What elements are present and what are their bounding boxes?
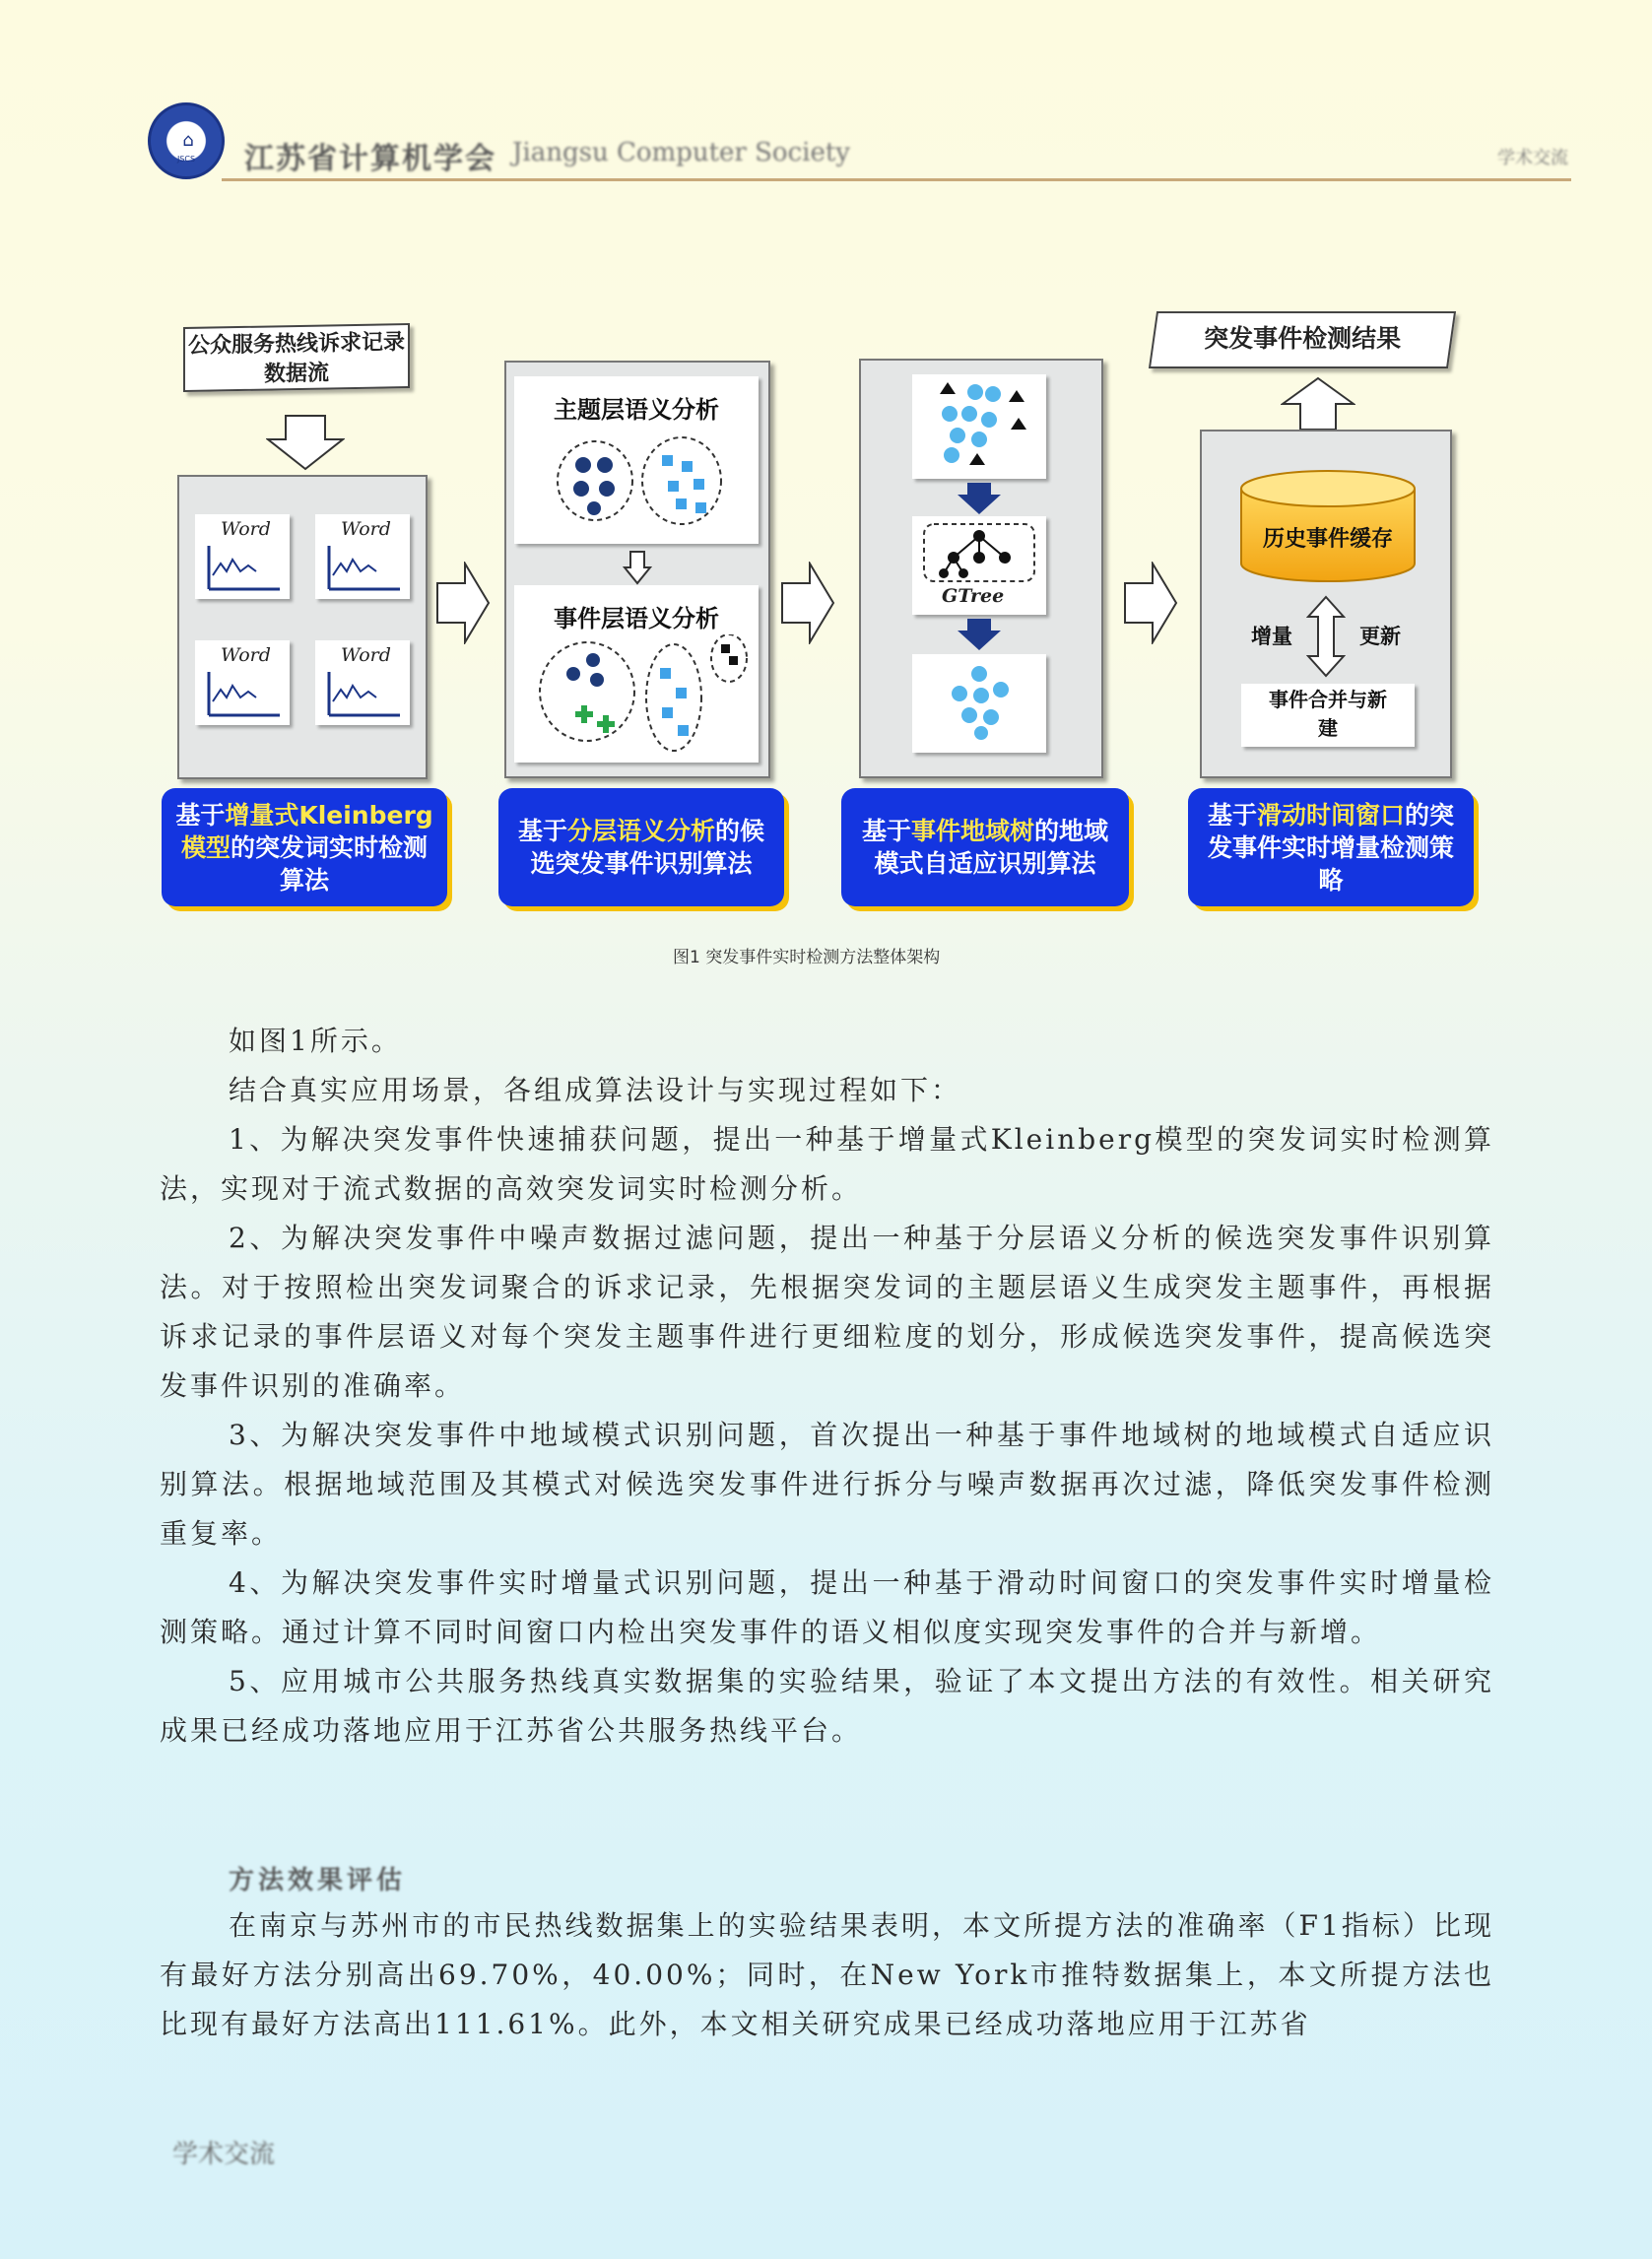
panel-burst-word: [177, 475, 428, 779]
up-arrow-icon: [1281, 376, 1355, 432]
points-icon: [930, 664, 1028, 743]
word-label: Word: [221, 644, 271, 666]
method-box-1: 基于增量式Kleinberg模型的突发词实时检测算法: [162, 788, 447, 906]
gtree-label: GTree: [942, 585, 1005, 607]
word-card: [195, 514, 290, 599]
result-box: [1149, 311, 1456, 368]
event-layer-label: 事件层语义分析: [554, 605, 719, 632]
scatter-card-bottom: [912, 654, 1046, 753]
burst-curve-icon: [323, 668, 402, 719]
paragraph-2: 2、为解决突发事件中噪声数据过滤问题，提出一种基于分层语义分析的候选突发事件识别算法。对于按照检出突发词聚合的诉求记录，先根据突发词的主题层语义生成突发主题事件，再根据诉求记录的事件层语义对每个突发主题事件进行更细粒度的划分，形成候选突发事件，提高候选突发事件识别的准确率。: [160, 1222, 1494, 1402]
topic-layer-label: 主题层语义分析: [554, 396, 719, 424]
tree-icon: [922, 522, 1036, 585]
footer-label: 学术交流: [172, 2140, 276, 2169]
points-triangles-icon: [920, 380, 1038, 475]
body-text: [160, 1017, 1494, 1756]
burst-curve-icon: [323, 542, 402, 593]
update-label: 更新: [1359, 625, 1401, 648]
evaluation-text: [160, 1901, 1494, 2049]
down-arrow-icon: [623, 550, 652, 585]
event-layer-card: [514, 585, 759, 763]
architecture-figure: [158, 296, 1497, 926]
topic-layer-card: [514, 376, 759, 544]
method-box-2: 基于分层语义分析的候选突发事件识别算法: [498, 788, 784, 906]
panel-semantic: [504, 361, 770, 778]
cache-label: 历史事件缓存: [1262, 527, 1393, 552]
header-right-label: 学术交流: [1497, 148, 1568, 168]
logo-text: JSCS: [176, 155, 196, 164]
word-label: Word: [221, 518, 271, 540]
section-title: 方法效果评估: [229, 1866, 407, 1895]
down-arrow-icon: [958, 483, 1001, 514]
burst-curve-icon: [203, 668, 282, 719]
paragraph-1: 1、为解决突发事件快速捕获问题，提出一种基于增量式Kleinberg模型的突发词实时检测算法，实现对于流式数据的高效突发词实时检测分析。: [160, 1123, 1494, 1205]
cluster-icon: [554, 435, 731, 534]
increment-label: 增量: [1251, 625, 1292, 648]
intro-line-2: 结合真实应用场景，各组成算法设计与实现过程如下：: [229, 1074, 962, 1106]
header-org-en: Jiangsu Computer Society: [512, 138, 850, 167]
word-card: [315, 514, 410, 599]
word-label: Word: [341, 644, 391, 666]
bidirectional-arrow-icon: [1306, 595, 1346, 678]
gtree-card: [912, 516, 1046, 615]
paragraph-5: 5、应用城市公共服务热线真实数据集的实验结果，验证了本文提出方法的有效性。相关研究成果已经成功落地应用于江苏省公共服务热线平台。: [160, 1665, 1494, 1747]
input-stream-box: [183, 323, 410, 392]
paragraph-3: 3、为解决突发事件中地域模式识别问题，首次提出一种基于事件地域树的地域模式自适应识别算法。根据地域范围及其模式对候选突发事件进行拆分与噪声数据再次过滤，降低突发事件检测重复率。: [160, 1419, 1494, 1550]
merge-card: [1241, 684, 1415, 747]
event-cluster-icon: [534, 634, 751, 759]
word-card: [315, 640, 410, 725]
intro-line-1: 如图1所示。: [229, 1025, 402, 1057]
down-arrow-icon: [958, 619, 1001, 650]
panel-gtree: [859, 359, 1103, 778]
merge-label: 事件合并与新建: [1269, 688, 1387, 740]
down-arrow-icon: [266, 414, 345, 471]
result-label: 突发事件检测结果: [1204, 324, 1402, 353]
word-label: Word: [341, 518, 391, 540]
paragraph-4: 4、为解决突发事件实时增量式识别问题，提出一种基于滑动时间窗口的突发事件实时增量检测策略。通过计算不同时间窗口内检出突发事件的语义相似度实现突发事件的合并与新增。: [160, 1566, 1494, 1648]
input-stream-label: 公众服务热线诉求记录数据流: [187, 330, 405, 387]
right-arrow-icon: [1123, 562, 1178, 644]
header-org-cn: 江苏省计算机学会: [244, 142, 496, 176]
paragraph-6: 在南京与苏州市的市民热线数据集上的实验结果表明，本文所提方法的准确率（F1指标）比现有最好方法分别高出69.70%，40.00%；同时，在New York市推特数据集上，本文所提方法也比现有最好方法高出111.61%。此外，本文相关研究成果已经成功落地应用于江苏省: [160, 1909, 1494, 2040]
scatter-card-top: [912, 374, 1046, 479]
right-arrow-icon: [435, 562, 491, 644]
method-box-3: 基于事件地域树的地域模式自适应识别算法: [841, 788, 1129, 906]
method-box-4: 基于滑动时间窗口的突发事件实时增量检测策略: [1188, 788, 1474, 906]
burst-curve-icon: [203, 542, 282, 593]
logo-emblem-icon: ⌂: [182, 130, 194, 151]
header-rule: [222, 178, 1571, 181]
society-logo: [148, 102, 225, 179]
right-arrow-icon: [780, 562, 835, 644]
word-card: [195, 640, 290, 725]
figure-caption: 图1 突发事件实时检测方法整体架构: [673, 948, 941, 967]
panel-window: [1200, 430, 1452, 778]
